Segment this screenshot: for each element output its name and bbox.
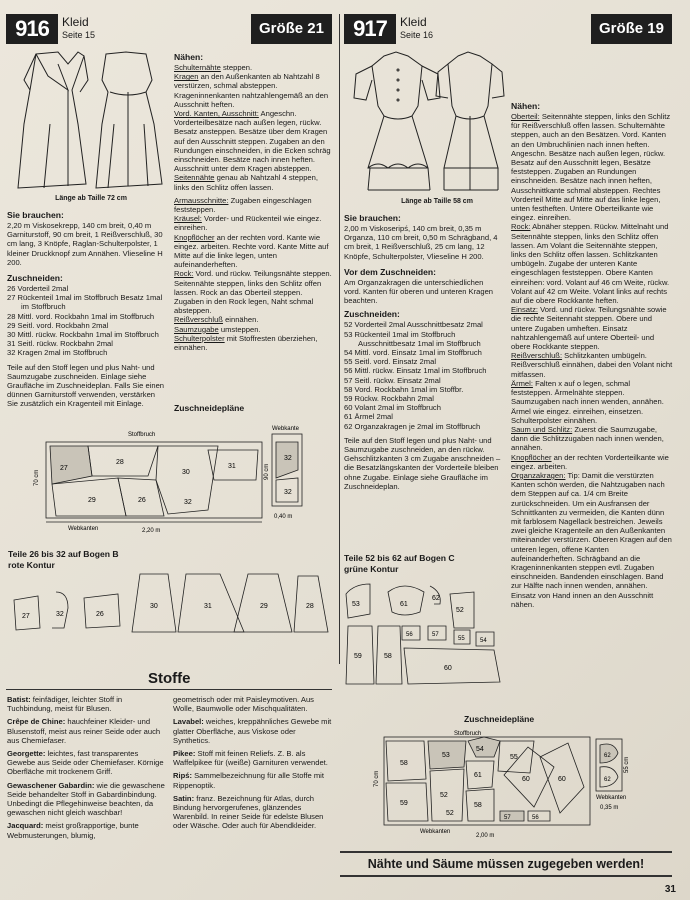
sewing-step bbox=[511, 351, 673, 379]
glossary-entry bbox=[7, 749, 165, 777]
step-text: Seitennähte steppen, links den Schlitz für Reißverschluß offen lassen. Schulternähte steppen, auch an den Besätzen. Vord. Kanten an den Umbruchlinien nach innen heften. Angeschn. Besätze nach außen legen, rückw. Besatz auf den Ausschnitt legen, Besätze feststeppen. Zugaben an Rundungen einschneiden. Besätze nach innen heften, Ausschnittkante schmal absteppen. Rechtes Vorderteil Mitte auf Mitte auf das linke legen, unten festheften. Untere Oberteilkante wie eingez. einreihen. bbox=[511, 112, 671, 223]
list-item: 54 Mittl. vord. Einsatz 1mal im Stoffbruch bbox=[344, 348, 482, 358]
stoffe-divider bbox=[6, 689, 332, 690]
plans-heading: Zuschneidepläne bbox=[464, 714, 535, 724]
sewing-step bbox=[511, 471, 673, 609]
page-ref: Seite 16 bbox=[400, 30, 434, 40]
plans-heading: Zuschneidepläne bbox=[174, 403, 245, 413]
piece-number: 62 bbox=[604, 753, 611, 759]
sewing-step bbox=[511, 425, 673, 453]
model-number: 917 bbox=[344, 14, 396, 44]
piece-number: 62 bbox=[432, 595, 440, 602]
glossary-term: Satin: bbox=[173, 793, 195, 803]
piece-number: 57 bbox=[432, 632, 439, 638]
glossary-text: leichtes, fast transparentes Gewebe aus Seide oder Chemiefaser. Körnige Oberfläche mit trockenem Griff. bbox=[7, 749, 164, 777]
sewing-step bbox=[174, 196, 334, 214]
piece-number: 56 bbox=[406, 632, 413, 638]
piece-number: 28 bbox=[306, 603, 314, 610]
list-item: 59 Rückw. Rockbahn 2mal bbox=[344, 394, 434, 404]
pattern-sub: grüne Kontur bbox=[344, 564, 399, 574]
step-title: Vord. Kanten, Ausschnitt: bbox=[174, 109, 259, 119]
piece-number: 30 bbox=[150, 603, 158, 610]
list-item: 62 Organzakragen je 2mal im Stoffbruch bbox=[344, 421, 481, 431]
layout-text: Teile auf den Stoff legen und plus Naht- und Saumzugabe zuschneiden. Einlage siehe Graufläche im Zuschneideplan. Falls Sie einen dünnen Garniturstoff verwenden, verstärken Sie zusätzlich ein Kragenteil mit Einlage. bbox=[7, 362, 165, 409]
piece-number: 52 bbox=[440, 792, 448, 799]
piece-number: 59 bbox=[354, 653, 362, 660]
glossary-text: Stoff mit feinen Reliefs. Z. B. als Waffelpikee für (weiße) Garnituren verwendet. bbox=[173, 749, 328, 768]
dress-916-drawing bbox=[10, 50, 170, 198]
sewing-step bbox=[511, 222, 673, 305]
glossary-entry bbox=[173, 794, 333, 831]
sewing-step bbox=[511, 305, 673, 351]
selvage-label: Webkanten bbox=[68, 526, 99, 532]
sewing-step bbox=[174, 233, 334, 270]
edge-label: Webkante bbox=[272, 426, 299, 432]
list-item: 28 Mittl. vord. Rockbahn 1mal im Stoffbruch bbox=[7, 311, 155, 321]
step-title: Kragen bbox=[174, 72, 199, 82]
pattern-sheet-917 bbox=[344, 578, 508, 690]
step-title: Schulternähte bbox=[174, 63, 221, 72]
glossary-text: franz. Bezeichnung für Atlas, durch Bindung hervorgerufenes, glänzendes Warenbild. In reiner Seide für edelste Blusen oder Wäsche. Oder auch für Abendkleider. bbox=[173, 793, 324, 831]
column-divider bbox=[339, 14, 340, 664]
glossary-text: geometrisch oder mit Paisleymotiven. Aus Wolle, Baumwolle oder Mischqualitäten. bbox=[173, 695, 314, 714]
piece-number: 53 bbox=[442, 752, 450, 759]
sewing-step bbox=[511, 379, 673, 425]
fold-label: Stoffbruch bbox=[128, 432, 156, 438]
length-label: 2,00 m bbox=[476, 833, 495, 839]
step-title: Rock: bbox=[174, 269, 194, 279]
before-text: Am Organzakragen die unterschiedlichen vord. Kanten für oberen und unteren Kragen beachten. bbox=[344, 277, 494, 306]
sewing-step bbox=[174, 315, 334, 324]
list-item: 60 Volant 2mal im Stoffbruch bbox=[344, 403, 441, 413]
model-label: Kleid bbox=[400, 15, 427, 29]
piece-number: 58 bbox=[384, 653, 392, 660]
header-916 bbox=[6, 14, 332, 44]
width-label: 70 cm bbox=[374, 770, 380, 787]
list-item: 26 Vorderteil 2mal bbox=[7, 284, 69, 294]
sewing-step bbox=[174, 269, 334, 315]
glossary-entry bbox=[173, 749, 333, 767]
list-item: 56 Mittl. rückw. Einsatz 1mal im Stoffbruch bbox=[344, 366, 487, 376]
step-text: Vorder- und Rückenteil wie eingez. einreihen. bbox=[174, 214, 322, 233]
step-title: Knopflöcher bbox=[511, 452, 552, 462]
piece-number: 54 bbox=[476, 746, 484, 753]
piece-number: 62 bbox=[604, 777, 611, 783]
page-ref: Seite 15 bbox=[62, 30, 96, 40]
dress-917-drawing bbox=[348, 50, 506, 200]
right-materials-column bbox=[344, 211, 502, 491]
pattern-sub: rote Kontur bbox=[8, 560, 55, 570]
glossary-term: Batist: bbox=[7, 695, 31, 704]
right-sewing-column bbox=[511, 99, 673, 609]
step-title: Reißverschluß: bbox=[511, 351, 563, 361]
list-item: 31 Seitl. rückw. Rockbahn 2mal bbox=[7, 339, 113, 349]
piece-number: 56 bbox=[532, 815, 539, 821]
list-item: 30 Mittl. rückw. Rockbahn 1mal im Stoffbruch bbox=[7, 330, 159, 340]
piece-number: 55 bbox=[458, 636, 465, 642]
step-title: Saum und Schlitz: bbox=[511, 424, 573, 434]
step-text: Vord. und rückw. Teilungsnähte sowie die rechte Seitennaht steppen. Obere und untere Zugaben umheften. Einsatz nahtzahlengemäß auf untere Oberteil- und obere Rockkante steppen. bbox=[511, 305, 667, 352]
step-text: Zuerst die Saumzugabe, dann die Schlitzzugaben nach innen wenden, annähen. bbox=[511, 424, 664, 453]
piece-number: 58 bbox=[474, 802, 482, 809]
piece-number: 26 bbox=[138, 497, 146, 504]
pattern-sheet-916 bbox=[8, 572, 334, 638]
step-text: umsteppen. bbox=[218, 324, 261, 334]
piece-number: 61 bbox=[474, 772, 482, 779]
sewing-step bbox=[511, 112, 673, 222]
list-item: 32 Kragen 2mal im Stoffbruch bbox=[7, 348, 108, 358]
sewing-step bbox=[511, 453, 673, 471]
pattern-heading: Teile 52 bis 62 auf Bogen C bbox=[344, 553, 455, 563]
list-item: 61 Ärmel 2mal bbox=[344, 412, 393, 422]
model-number: 916 bbox=[6, 14, 58, 44]
glossary-entry bbox=[173, 771, 333, 789]
sewing-step bbox=[174, 334, 334, 352]
parts-list bbox=[344, 320, 502, 430]
materials-text: 2,20 m Viskosekrepp, 140 cm breit, 0,40 m Garniturstoff, 90 cm breit, 1 Reißverschluß, 30 cm lang, 3 Knöpfe, Raglan-Schulterpolster, 1 kleiner Druckknopf zum Annähen. Vlieseline H 200. bbox=[7, 221, 163, 267]
glossary-text: meist großrapportige, bunte Webmusterungen, blumig, bbox=[7, 821, 139, 840]
dress-917-caption: Länge ab Taille 58 cm bbox=[401, 198, 473, 205]
glossary-term: Ripś: bbox=[173, 771, 192, 781]
left-materials-column bbox=[7, 208, 167, 409]
step-text: steppen. bbox=[220, 63, 253, 72]
glossary-term: Georgette: bbox=[7, 749, 46, 759]
piece-number: 30 bbox=[182, 469, 190, 476]
piece-number: 32 bbox=[284, 489, 292, 496]
glossary-text: Sammelbezeichnung für alle Stoffe mit Rippenoptik. bbox=[173, 771, 324, 790]
step-text: einnähen. bbox=[222, 315, 259, 325]
piece-number: 53 bbox=[352, 601, 360, 608]
piece-number: 31 bbox=[204, 603, 212, 610]
header-917 bbox=[344, 14, 672, 44]
step-text: Schlitzkanten umbügeln. Reißverschluß einnähen, dabei den Volant nicht mitfassen. bbox=[511, 351, 673, 379]
size-badge: Größe 21 bbox=[251, 14, 332, 44]
list-item: 52 Vorderteil 2mal Ausschnittbesatz 2mal bbox=[344, 320, 483, 330]
step-title: Schulterpolster bbox=[174, 333, 225, 343]
glossary-term: Pikee: bbox=[173, 749, 196, 759]
glossary-entry bbox=[7, 717, 165, 745]
dress-916-caption: Länge ab Taille 72 cm bbox=[55, 195, 127, 202]
glossary-term: Jacquard: bbox=[7, 821, 44, 831]
step-title: Einsatz: bbox=[511, 305, 539, 315]
glossary-term: Lavabel: bbox=[173, 717, 204, 727]
seam-allowance-banner: Nähte und Säume müssen zugegeben werden! bbox=[340, 851, 672, 877]
step-text: an der rechten vord. Kante wie eingez. arbeiten. Rechte vord. Kante Mitte auf Mitte auf die linke legen, unten aufeinanderheften. bbox=[174, 232, 329, 270]
glossary-text: weiches, kreppähnliches Gewebe mit glatter Oberfläche, aus Viskose oder Synthetics. bbox=[173, 717, 332, 745]
length2-label: 0,40 m bbox=[274, 514, 293, 520]
step-title: Rock: bbox=[511, 222, 531, 232]
step-title: Kräusel: bbox=[174, 214, 202, 224]
step-title: Seitennähte bbox=[174, 173, 215, 183]
before-heading: Vor dem Zuschneiden: bbox=[344, 266, 436, 277]
stoffe-column-2 bbox=[173, 695, 333, 831]
step-text: Vord. und rückw. Teilungsnähte steppen. Seitennähte steppen, links den Schlitz offen lassen. Rock an das Oberteil steppen. Zugaben in den Rock legen, Naht schmal absteppen. bbox=[174, 269, 332, 316]
model-label: Kleid bbox=[62, 15, 89, 29]
layout-text: Teile auf den Stoff legen und plus Naht- und Saumzugabe zuschneiden, an den rückw. Gehschlitzkanten 3 cm Zugabe anschneiden – die Besatzlängskanten der Vorderteile bleiben ohne Zugabe. Einlage siehe Graufläche im Zuschneideplan. bbox=[344, 435, 501, 491]
materials-heading: Sie brauchen: bbox=[7, 210, 64, 220]
cutting-plan-917 bbox=[364, 727, 672, 843]
glossary-text: hauchfeiner Kleider- und Blusenstoff, meist aus reiner Seide oder auch aus Chemiefaser. bbox=[7, 717, 161, 745]
piece-number: 60 bbox=[444, 665, 452, 672]
step-text: an den Außenkanten ab Nahtzahl 8 verstürzen, schmal absteppen. Krageninnenkanten nahtzahlengemäß an den Ausschnitt heften. bbox=[174, 72, 329, 109]
piece-number: 32 bbox=[56, 611, 64, 618]
step-text: Angeschn. Vorderteilbesätze nach außen legen, rückw. Besatz ansteppen. Besätze über dem Kragen auf den Ausschnitt steppen. Zugaben an den Rundungen einschneiden, in die Ecken schräg einschneiden. Besätze nach innen heften. Ausschnitt unter dem Kragen absteppen. bbox=[174, 109, 331, 174]
step-text: genau ab Nahtzahl 4 steppen, links den Schlitz offen lassen. bbox=[174, 173, 318, 192]
sewing-step bbox=[174, 325, 334, 334]
list-item: 58 Vord. Rockbahn 1mal im Stoffbr. bbox=[344, 384, 464, 394]
glossary-entry bbox=[173, 695, 333, 713]
cutting-plan-916 bbox=[8, 420, 334, 536]
glossary-term: Gewaschener Gabardin: bbox=[7, 780, 95, 790]
glossary-entry bbox=[7, 781, 165, 818]
glossary-entry bbox=[173, 717, 333, 745]
step-title: Knopflöcher bbox=[174, 232, 215, 242]
sewing-step bbox=[174, 214, 334, 232]
length2-label: 0,35 m bbox=[600, 805, 619, 811]
piece-number: 29 bbox=[260, 603, 268, 610]
sewing-step bbox=[174, 72, 334, 109]
parts-list bbox=[7, 284, 167, 358]
list-item: 27 Rückenteil 1mal im Stoffbruch Besatz 1mal im Stoffbruch bbox=[7, 293, 163, 312]
parts-heading: Zuschneiden: bbox=[344, 309, 400, 320]
piece-number: 31 bbox=[228, 463, 236, 470]
piece-number: 57 bbox=[504, 815, 511, 821]
length-label: 2,20 m bbox=[142, 528, 161, 534]
piece-number: 52 bbox=[446, 810, 454, 817]
piece-number: 55 bbox=[510, 754, 518, 761]
piece-number: 27 bbox=[60, 465, 68, 472]
step-text: mit Stoffresten überziehen, einnähen. bbox=[174, 333, 318, 353]
step-text: an der rechten Vorderteilkante wie eingez. arbeiten. bbox=[511, 452, 669, 471]
left-sewing-column bbox=[174, 50, 334, 352]
sewing-heading: Nähen: bbox=[174, 52, 204, 62]
materials-text: 2,00 m Viskoseripś, 140 cm breit, 0,35 m Organza, 110 cm breit, 0,50 m Schrägband, 4 cm breit, 1 Reißverschluß, 25 cm lang, 12 Knöpfe, Schulterpolster, Vlieseline H 200. bbox=[344, 224, 498, 261]
size-badge: Größe 19 bbox=[591, 14, 672, 44]
width2-label: 90 cm bbox=[264, 463, 270, 480]
step-title: Oberteil: bbox=[511, 112, 540, 121]
piece-number: 59 bbox=[400, 800, 408, 807]
width2-label: 55 cm bbox=[624, 756, 630, 773]
materials-heading: Sie brauchen: bbox=[344, 213, 401, 223]
glossary-entry bbox=[7, 695, 165, 713]
piece-number: 61 bbox=[400, 601, 408, 608]
sewing-step bbox=[174, 173, 334, 191]
piece-number: 32 bbox=[184, 499, 192, 506]
step-title: Saumzugabe bbox=[174, 324, 219, 334]
piece-number: 26 bbox=[96, 611, 104, 618]
stoffe-title: Stoffe bbox=[148, 670, 191, 687]
step-title: Reißverschluß bbox=[174, 315, 223, 325]
glossary-text: feinfädiger, leichter Stoff in Tuchbindung, meist für Blusen. bbox=[7, 695, 123, 714]
piece-number: 52 bbox=[456, 607, 464, 614]
parts-heading: Zuschneiden: bbox=[7, 273, 63, 284]
width-label: 70 cm bbox=[34, 469, 40, 486]
piece-number: 58 bbox=[400, 760, 408, 767]
piece-number: 60 bbox=[522, 776, 530, 783]
edge-label: Webkanten bbox=[596, 795, 627, 801]
step-text: Abnäher steppen. Rückw. Mittelnaht und Seitennähte steppen, links den Schlitz offen lassen. Am Volant die Seitennähte steppen, links den Schlitz offen lassen. Schlitzkanten umbügeln. Zugabe der unteren Kante eingeschlagen feststeppen. Obere Kanten einreihen: vord. Volant auf 46 cm Weite, rückw. Volant auf 42 cm Weite. Volant links auf rechts auf die obere Rockkante heften. bbox=[511, 222, 670, 306]
stoffe-column-1 bbox=[7, 695, 165, 840]
fold-label: Stoffbruch bbox=[454, 731, 482, 737]
step-text: Falten x auf o legen, schmal feststeppen. Ärmelnähte steppen. Saumzugaben nach innen wenden, annähen. Ärmel wie eingez. einreihen, einsetzen. Schulterpolster einnähen. bbox=[511, 378, 664, 425]
step-title: Organzakragen: bbox=[511, 470, 566, 480]
step-title: Ärmel: bbox=[511, 378, 533, 388]
piece-number: 32 bbox=[284, 455, 292, 462]
selvage-label: Webkanten bbox=[420, 829, 451, 835]
sewing-step bbox=[174, 63, 334, 72]
sewing-step bbox=[174, 109, 334, 173]
list-item: 55 Seitl. vord. Einsatz 2mal bbox=[344, 357, 437, 367]
step-text: Tip: Damit die verstürzten Kanten schön werden, die Nahtzugaben nach dem Steppen auf ca. 1/4 cm Breite zurückschneiden. Um ein Ausfransen der Schnittkanten zu vermeiden, die Kanten dünn mit farblosem Nagellack bestreichen. Jeweils zwei gleiche Kragenteile an den Außenkanten miteinander verstürzen. Oberen Kragen auf den unteren legen, offene Kanten aufeinanderheften. Schrägband an die Krageninnenkanten steppen evtl. Zugaben einschneiden. Bandenden einschlagen. Band zur Hälfte nach innen wenden, annähen. Einsatz von Hand innen an den Ausschnitt nähen. bbox=[511, 470, 672, 609]
step-title: Armausschnitte: bbox=[174, 195, 229, 205]
page-number: 31 bbox=[664, 884, 676, 895]
piece-number: 54 bbox=[480, 638, 487, 644]
glossary-term: Crêpe de Chine: bbox=[7, 717, 66, 727]
piece-number: 27 bbox=[22, 613, 30, 620]
pattern-heading: Teile 26 bis 32 auf Bogen B bbox=[8, 549, 119, 559]
glossary-text: wie die gewaschene Seide behandelter Stoff in Gabardinbindung. Unbedingt die Pflegehinweise beachten, da gewaschen nicht gleich waschbar! bbox=[7, 780, 165, 818]
list-item: 53 Rückenteil 1mal im Stoffbruch Ausschnittbesatz 1mal im Stoffbruch bbox=[344, 329, 481, 348]
piece-number: 60 bbox=[558, 776, 566, 783]
list-item: 29 Seitl. vord. Rockbahn 2mal bbox=[7, 320, 109, 330]
list-item: 57 Seitl. rückw. Einsatz 2mal bbox=[344, 375, 441, 385]
glossary-entry bbox=[7, 821, 165, 839]
piece-number: 28 bbox=[116, 459, 124, 466]
sewing-heading: Nähen: bbox=[511, 101, 541, 111]
step-text: Zugaben eingeschlagen feststeppen. bbox=[174, 195, 312, 215]
piece-number: 29 bbox=[88, 497, 96, 504]
